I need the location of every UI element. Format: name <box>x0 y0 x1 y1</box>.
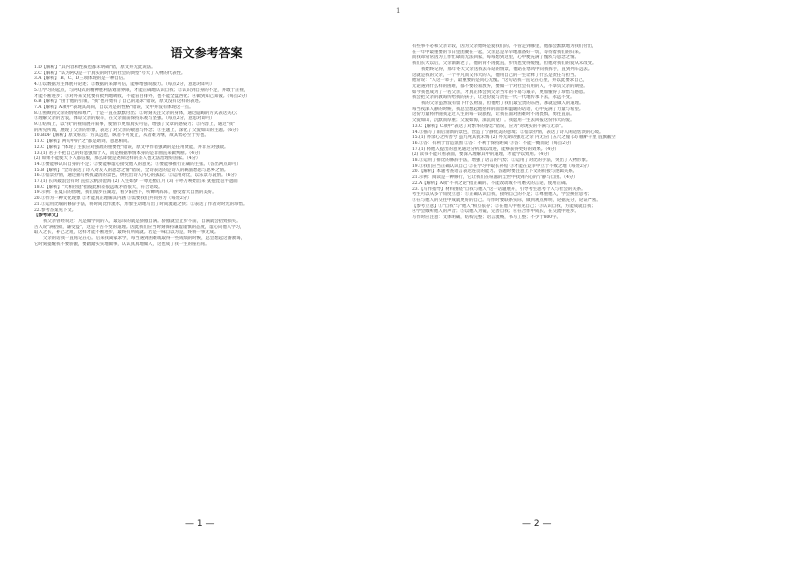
text-line: 的所见所闻，展现了父亲的形象，表达了对父亲的敬意与怀念；③主题上，深化了父爱如山的主题。（6分） <box>34 127 241 133</box>
text-line: 2.C【解析】"认为阿Q是一个真实的时代的社会的典型"夸大了人物的代表性。 <box>34 70 186 76</box>
text-line: 15.B【解析】"全诗表达了诗人对友人的思念之情"错误，全诗表达的是诗人的羁旅愁思与思乡之情。 <box>34 167 229 173</box>
page-top-marker: 1 <box>396 7 401 15</box>
text-line: 我始终记得，那年冬天父亲送我去车站的情景，他站在寒风中向我挥手，直到列车远去。 <box>421 66 593 72</box>
text-line: 在一年中最重要的节日里团聚在一起，父亲总是早早地准备好一切，等待着我们的归来。 <box>412 49 584 55</box>
text-line: 13.C【解析】C项中"表达了对繁华的眷恋"错误，应为"对现实的不满与无奈"。 <box>412 123 566 129</box>
text-line: 3.A【解析】 B、C、D三项体现的是一种自信。 <box>34 76 128 82</box>
left-page-number: — 1 — <box>185 519 215 529</box>
text-line: 这份力量将伴随我走过人生的每一段旅程，让我在面对困难时不再畏惧，勇往直前。 <box>412 112 575 118</box>
text-line: 14.①要能够认识自身的不足；②要能够虚心接受他人的意见；③要能够推行正确的主张。（答出两点即可） <box>34 161 241 167</box>
text-line: 18.①运用了排比的修辞手法，增强了语言的气势；②运用了对比的手法，突出了人物形象。 <box>412 158 591 164</box>
text-line: 取人之长，补己之短，这样才能不断进步，最终有所成就。若是一味自以为是，终将一事无成。 <box>34 230 219 236</box>
text-line: ④学会倾听他人的声音；⑤以他人为镜，完善自我；⑥在合作中成长，在交流中进步。 <box>412 209 579 215</box>
text-line: 【参考译文】 <box>34 213 61 219</box>
text-line: 16.①答：有利于营造氛围 ②答：不利于保持距离 ③答：不能一概而论（每点2分） <box>412 140 574 146</box>
right-page <box>412 40 757 518</box>
text-line: 5.①学习的起点，与阿Q式的精神胜利法划清界限，才能正确地认识自我；②认识到自身的不足，并敢于正视， <box>34 87 249 93</box>
text-line: (2) 读书不能只看表面，要深入理解其中的道理，才能学以致用。（4分） <box>412 152 552 158</box>
text-line: 23.【写作指导】材料围绕"自我与他人"这一话题展开，引导考生思考个人与社会的关系。 <box>412 186 586 192</box>
text-line: 22.A【解析】A项"不刊之论"指正确的、不能改动或不可磨灭的言论，使用正确。 <box>412 180 570 186</box>
text-line: 父爱如山，沉默而厚重；父爱如海，深沉而宽广。我愿用一生去回报这份伟大的爱。 <box>412 118 575 124</box>
text-line: 9.①结构上，以"我"的视角展开叙事，使情节更加真实可信，增强了文章的感染力；②内容上，通过"我" <box>34 122 236 128</box>
text-line: 我们长大以后，父亲渐渐老了，他的背不再挺直，步伐也变得缓慢，但他对我们的爱从未改变。 <box>412 61 597 67</box>
text-line: 11.C【解析】两句中的"之"都是助词，意思相同。 <box>34 139 132 145</box>
text-line: ③在与他人的交往中成就更好的自己。写作时要联系实际，做到观点鲜明，论据充分，论证严密。 <box>412 197 601 203</box>
text-line: 21.①运用比喻的修辞手法，将时间比作流水，形象生动地写出了时间流逝之快；②表达了作者对时光的珍惜。 <box>34 201 248 207</box>
left-page <box>34 40 379 518</box>
text-line: 20.①作为一种文化现象 ②才能真正理解其内涵 ③需要我们共同努力（每处2分） <box>34 196 192 202</box>
text-line: 10.BDF【解析】原文标点：方其远也，纵者不可复止，从者难为继，故其势必至于穷也。 <box>34 133 209 139</box>
text-line: 4.①以数据为主体展开论述；②数据的来源可信，能够增强说服力。（每点2分，意思对即可） <box>34 82 215 88</box>
text-line: 它时刻提醒我不要骄傲，要踏踏实实地做事，认认真真地做人，这也成了我一生的座右铭。 <box>34 241 210 247</box>
right-page-body <box>412 44 757 221</box>
text-line: 17.(1) 长风破浪会有时 直挂云帆济沧海 (2) 人生如梦 一尊还酹江月 (3) 千呼万唤始出来 犹抱琵琶半遮面 <box>34 179 238 185</box>
text-line: (2) 如果不能使天下人都信服，那么即使是尧舜这样的圣人也无法治理好国家。（4分） <box>34 156 201 162</box>
text-line: 父亲的话我一直铭记在心。后来我离家求学，每当遇到困难或取得一些成绩的时候，总会想起这番教诲， <box>43 236 245 242</box>
text-line: 写作时应注意：文体明确，结构完整；语言流畅，书写工整；不少于800字。 <box>412 215 561 221</box>
text-line: 他常说："人这一辈子，最重要的是问心无愧。"这句话我一直记在心里，并以此要求自己， <box>412 78 588 84</box>
text-line: 1.D【解析】"其内容和性质也都未明确"错，原文并无此说法。 <box>34 65 156 70</box>
text-line: 16.①借景抒情，通过描写秋夜凄清的景色，烘托出诗人内心的孤寂；②运用对比，以乐景写哀情。（6分） <box>34 173 240 179</box>
text-line: 8.①照顾到父亲的情绪和尊严，于是一直在默默付出；②时刻关注父亲的身体，通过隐晦的方式表达关心； <box>34 110 241 116</box>
text-line: 6.B【解析】"由于他的引领，"我"也开始有了自己的追求"错误，原文没有这样的表述。 <box>34 99 204 105</box>
text-line: 14.①描写了雨后清新的景色，营造了宁静优美的意境；②借景抒情，表达了诗人闲适恬淡的心境。 <box>412 129 604 135</box>
page-title: 语文参考答案 <box>170 46 243 60</box>
text-line: 22.参考答案见下文。 <box>34 207 77 213</box>
text-line: 考生可以从多个角度立意：①正确认识自我，接纳自己的不足；②尊重他人，学会换位思考； <box>412 192 593 198</box>
text-line: 12.C【解析】"体现了主张应对强敌的重要性"错误，原文中作者强调的是任用贤能，并非应对强敌。 <box>34 144 229 150</box>
text-line: 如今我也成为了一名父亲，才真正体会到父亲当年的不易与艰辛，更加懂得了珍惜与感恩。 <box>412 89 588 95</box>
text-line: 19.①我们应当正确认识自己 ②在学习中取长补短 ③才能在竞争中立于不败之地（每处2分） <box>412 163 592 169</box>
text-line: 而我却常常因为工作忙碌而无法回家，每每想到这里，心中便充满了愧疚与思念之情。 <box>412 55 579 61</box>
text-line: 21.示例：阅读是一种修行，它让我们在喧嚣的尘世中找到内心的宁静与自由。（4分） <box>412 175 578 181</box>
right-page-number: — 2 — <box>522 519 552 529</box>
text-line: 20.【解析】本题考查语言表达连贯的能力。答题时要注意上下文的衔接与逻辑关系。 <box>412 169 578 175</box>
text-line: 每当夜深人静的时候，我总会想起他慈祥的面容和温暖的话语，心中充满了力量与希望。 <box>412 106 584 112</box>
text-line: 无论遇到什么样的困难，都不要轻易放弃，要做一个对社会有用的人，不辜负父亲的期望。 <box>412 83 588 89</box>
text-line: 我会把父亲的教诲传给我的孩子，让这份爱与责任一代一代地传承下去，永远不变。 <box>412 95 575 101</box>
text-line: 有些事不必和父亲计较，因为父亲始终是爱我们的。不管走到哪里，他都会默默地为我们付出， <box>412 44 597 49</box>
left-page-body <box>34 65 379 248</box>
text-line: 才能不断进步；③对外来文化要有批判地吸收，不能盲目排外，也不能全盘西化；④做到知己知彼。（每点2分） <box>34 93 250 99</box>
text-line: ③理解父亲的苦衷，体谅父亲的艰辛，在父亲面前保持乐观与坚强。（每点2分，意思对即可） <box>34 116 215 122</box>
text-line: 7.A【解析】A项中"表现其高尚，自以为是的性格"错误，文中并没有体现这一点。 <box>34 104 194 110</box>
text-line: 19.示例：在夏日的傍晚，我们漫步在湖边，看夕阳西下，听蝉鸣阵阵，感受着大自然的美好。 <box>34 190 217 196</box>
text-line: 古人说"满招损，谦受益"，这是千古不变的道理。因此我们应当时刻保持谦虚谨慎的态度，虚心向他人学习， <box>34 224 245 230</box>
text-line: 这就是我的父亲，一个平凡而又伟大的人，他用自己的一生诠释了什么是责任与担当。 <box>412 72 579 78</box>
text-line: 【参考立意】①"自我"与"他人"相互依存；②在他人中看见自己；③认识自我，方能成就自我； <box>412 203 596 209</box>
text-line: 18.C【解析】"大相径庭"指彼此相差很远或矛盾很大，符合语境。 <box>34 184 163 190</box>
text-line: 17.(1) 将他人提出的意见通过分析加以改进，能够获得更好的效果。（4分） <box>412 146 559 152</box>
text-line: 我父亲曾经说过：凡是做学问的人，最忌讳的就是骄傲自满。骄傲就会止步不前，自满就会招致损失。 <box>43 218 241 224</box>
text-line: 我的父亲虽然没有留下什么财富，但他给了我们最宝贵的东西，那就是做人的道理。 <box>421 101 584 107</box>
text-line: 13.(1) 君子不把自己的好恶强加于人，而是根据事情本身的是非曲直来做判断。（4分） <box>34 150 203 156</box>
text-line: 15.(1) 亦余心之所善兮 虽九死其犹未悔 (2) 外无期功强近之亲 内无应门五尺之僮 (3) 舳舻千里 旌旗蔽空 <box>412 135 616 141</box>
